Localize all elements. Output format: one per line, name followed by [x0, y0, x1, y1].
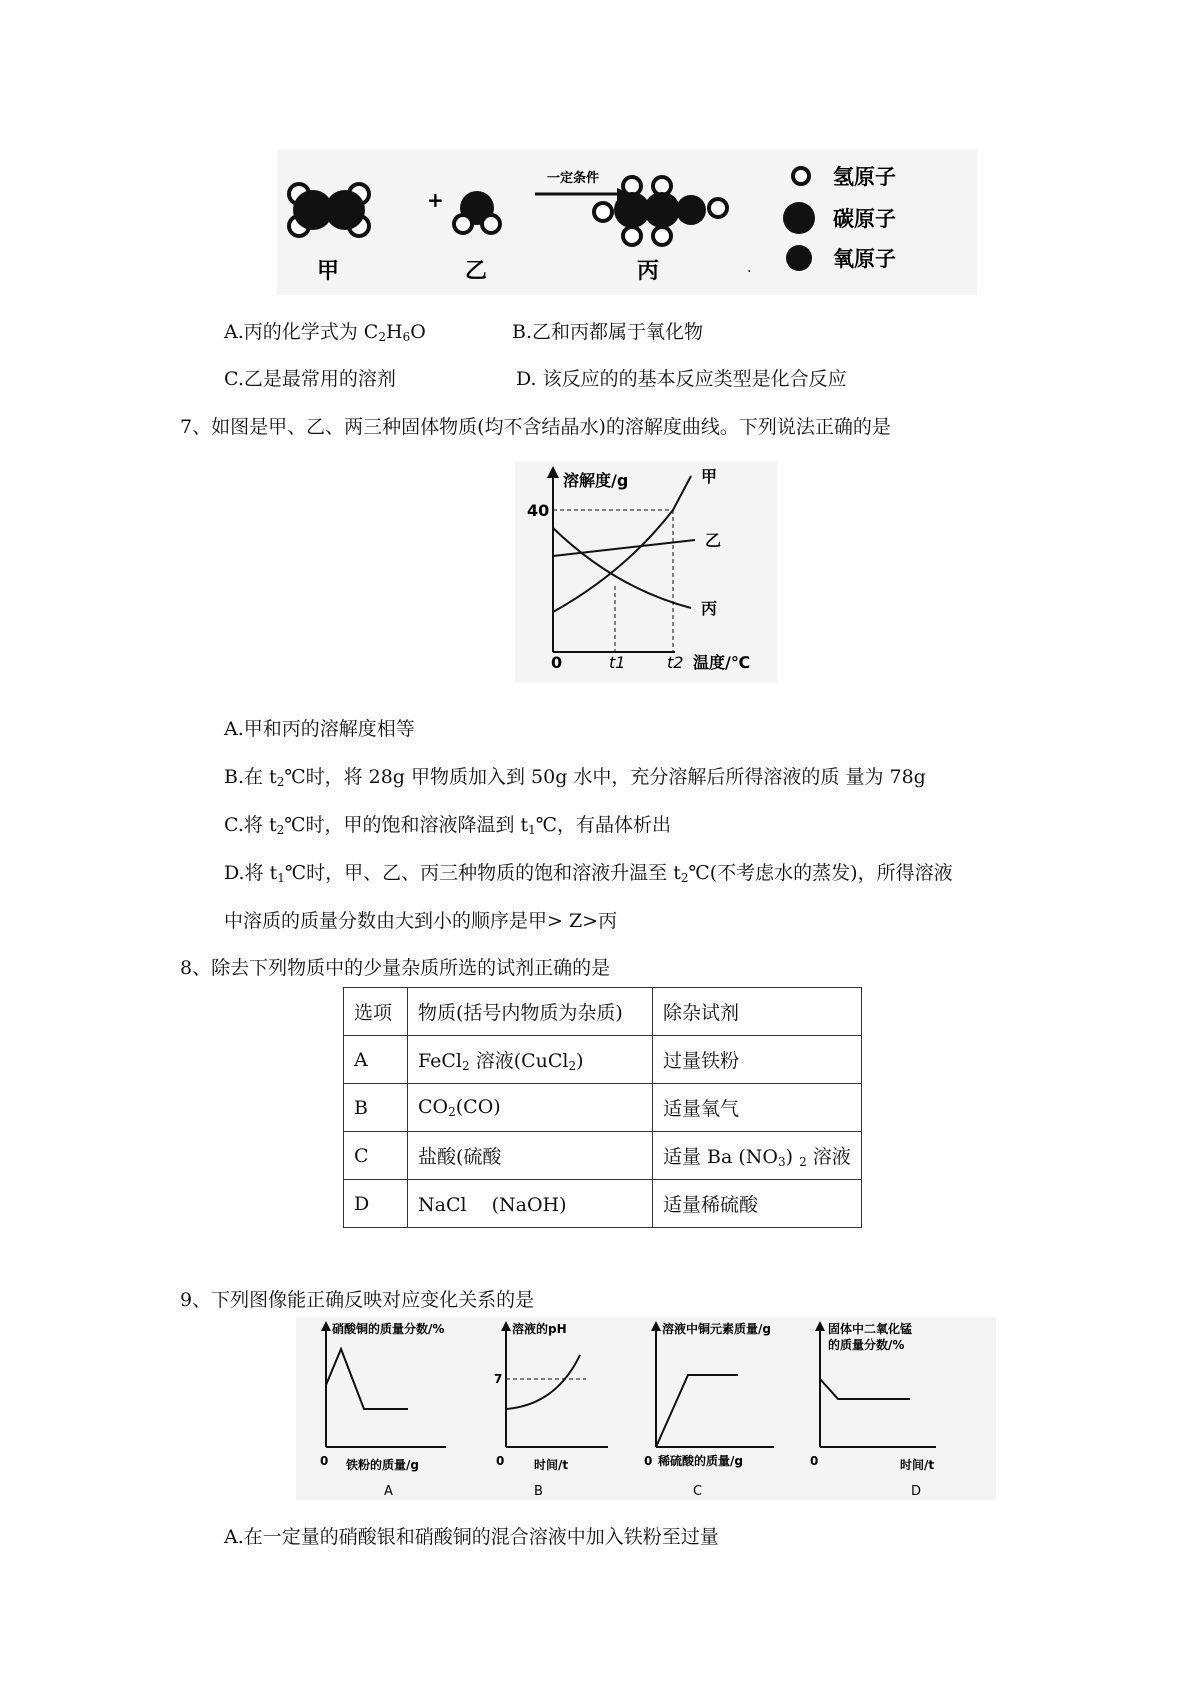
chart-x-tick-t1: t1 [609, 653, 626, 672]
label-jia: 甲 [317, 259, 340, 284]
graph-a-origin: 0 [320, 1454, 329, 1468]
plus-sign: + [427, 188, 444, 212]
graph-a-tag: A [384, 1484, 393, 1499]
graph-c-xlabel: 稀硫酸的质量/g [658, 1454, 743, 1468]
graph-a [320, 1321, 446, 1499]
graph-a-xlabel: 铁粉的质量/g [346, 1458, 419, 1472]
arrow-condition-text: 一定条件 [547, 171, 600, 186]
graph-d-origin: 0 [810, 1454, 819, 1468]
graph-d-ylabel-line2: 的质量分数/% [828, 1338, 905, 1352]
q9-graphs [296, 1317, 996, 1500]
graph-a-ylabel: 硝酸铜的质量分数/% [332, 1322, 445, 1336]
graph-b-ylabel: 溶液的pH [512, 1322, 567, 1336]
chart-origin: 0 [551, 653, 563, 672]
q7-option-c: C.将 $t_2℃$时，甲的饱和溶液降温到 $t_1℃$，有晶体析出 [224, 814, 672, 837]
q9-stem: 9、下列图像能正确反映对应变化关系的是 [180, 1289, 535, 1311]
graph-b [494, 1321, 608, 1499]
reaction-arrow [535, 170, 631, 200]
q9-option-a: A.在一定量的硝酸银和硝酸铜的混合溶液中加入铁粉至过量 [224, 1526, 719, 1548]
legend-hydrogen: 氢原子 [833, 165, 896, 189]
table-row [344, 1084, 862, 1132]
graph-d-tag: D [911, 1484, 922, 1499]
molecule-jia [289, 184, 369, 236]
atom-legend [783, 165, 896, 271]
header-substance: 物质(括号内物质为杂质) [408, 988, 653, 1036]
cell-option: D [344, 1180, 408, 1228]
q6-option-a: A.丙的化学式为 $C_2H_6O$ [224, 321, 426, 344]
cell-option: B [344, 1084, 408, 1132]
cell-option: C [344, 1132, 408, 1180]
graph-d-ylabel: 固体中二氧化锰 [828, 1322, 913, 1336]
header-reagent: 除杂试剂 [653, 988, 862, 1036]
curve-jia [553, 476, 691, 612]
table-row [344, 1132, 862, 1180]
graph-c-origin: 0 [644, 1454, 653, 1468]
reaction-diagram [277, 150, 977, 295]
curve-bing [553, 528, 691, 608]
graph-c-ylabel: 溶液中铜元素质量/g [662, 1322, 771, 1336]
graph-b-tick-7: 7 [494, 1372, 503, 1386]
legend-oxygen: 氧原子 [833, 247, 896, 271]
series-label-jia: 甲 [701, 467, 718, 486]
q7-option-d-line2: 中溶质的质量分数由大到小的顺序是甲> Z>丙 [224, 910, 618, 932]
chart-xlabel: 温度/℃ [693, 653, 751, 672]
cell-substance: 盐酸(硫酸 [408, 1132, 653, 1180]
table-row [344, 1180, 862, 1228]
molecule-yi [454, 191, 500, 233]
chart-ylabel: 溶解度/g [563, 471, 629, 490]
impurity-table [343, 987, 862, 1228]
graph-b-xlabel: 时间/t [534, 1458, 569, 1472]
chart-y-tick-40: 40 [527, 501, 550, 520]
chart-x-tick-t2: t2 [667, 653, 684, 672]
cell-reagent: 过量铁粉 [653, 1036, 862, 1084]
series-label-bing: 丙 [701, 599, 718, 618]
cell-option: A [344, 1036, 408, 1084]
q6-option-c: C.乙是最常用的溶剂 [224, 368, 396, 390]
svg-text:.: . [747, 260, 752, 276]
q7-option-d-line1: D.将 $t_1℃$时，甲、乙、丙三种物质的饱和溶液升温至 $t_2℃$(不考虑水的蒸发)，所得溶液 [224, 862, 953, 885]
q7-stem: 7、如图是甲、乙、两三种固体物质(均不含结晶水)的溶解度曲线。下列说法正确的是 [180, 416, 891, 438]
header-option: 选项 [344, 988, 408, 1036]
label-yi: 乙 [465, 259, 488, 284]
graph-b-tag: B [534, 1484, 543, 1499]
cell-substance: $CO_2(CO)$ [408, 1084, 653, 1132]
q7-option-a: A.甲和丙的溶解度相等 [224, 718, 415, 740]
molecule-bing [594, 177, 727, 245]
legend-carbon: 碳原子 [833, 207, 896, 231]
series-label-yi: 乙 [705, 531, 722, 550]
table-header-row [344, 988, 862, 1036]
label-bing: 丙 [637, 259, 660, 284]
table-row [344, 1036, 862, 1084]
q6-option-d: D. 该反应的的基本反应类型是化合反应 [516, 368, 847, 390]
q6-option-b: B.乙和丙都属于氧化物 [512, 321, 704, 343]
graph-b-origin: 0 [496, 1454, 505, 1468]
cell-reagent: 适量氧气 [653, 1084, 862, 1132]
solubility-chart [515, 462, 777, 682]
cell-substance: FeCl$_2$ 溶液(CuCl$_2$) [408, 1036, 653, 1084]
cell-reagent: 适量稀硫酸 [653, 1180, 862, 1228]
q8-stem: 8、除去下列物质中的少量杂质所选的试剂正确的是 [180, 957, 611, 979]
q7-option-b: B.在 $t_2℃$时，将 28g 甲物质加入到 50g 水中，充分溶解后所得溶液的质 量为 78g [224, 766, 926, 789]
graph-d [810, 1321, 936, 1499]
graph-c-tag: C [693, 1484, 703, 1499]
cell-reagent: 适量 Ba $(NO_3)$ $_2$ 溶液 [653, 1132, 862, 1180]
graph-c [651, 1321, 774, 1499]
cell-substance: NaCl (NaOH) [408, 1180, 653, 1228]
graph-d-xlabel: 时间/t [900, 1458, 935, 1472]
